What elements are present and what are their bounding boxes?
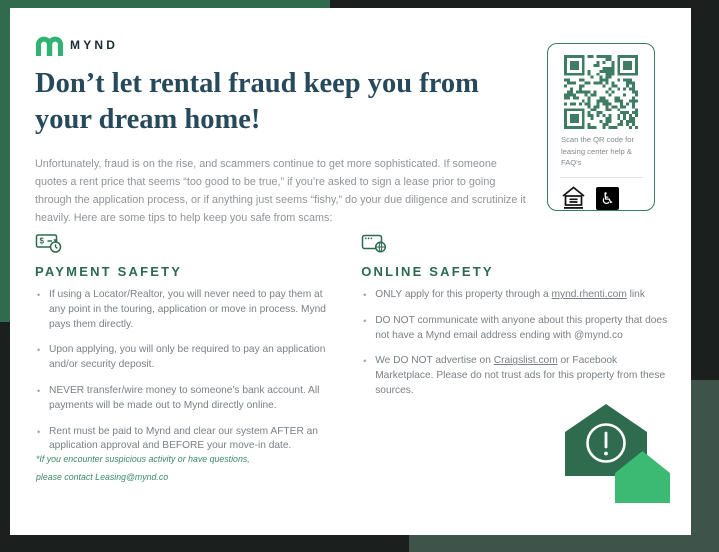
online-safety-title: ONLINE SAFETY [361,264,494,279]
bullet-text: link [626,289,645,300]
qr-code [564,55,638,129]
footnote-line1: *If you encounter suspicious activity or have questions, [36,454,250,464]
bullet-text: We DO NOT advertise on [375,355,494,367]
flyer-card [10,8,691,535]
accessibility-icon: ♿ [596,187,619,210]
payment-safety-section [35,232,335,465]
bullet-text: or Facebook Marketplace. Please do not trust ads for this property from these sources. [375,355,666,396]
payment-safety-title: PAYMENT SAFETY [35,264,183,279]
payment-bullet: • Rent must be paid to Mynd and clear our system AFTER an application approval and BEFORE your move-in date. [35,425,335,455]
online-bullet [361,288,671,303]
payment-safety-icon [35,232,65,256]
craigslist-link[interactable]: Craigslist.com [493,355,558,367]
footnote-line2: please contact Leasing@mynd.co [36,471,169,482]
qr-caption: Scan the QR code for leasing center help & FAQ's [561,135,635,167]
payment-bullet: • If using a Locator/Realtor, you will never need to pay them at any point in the touring, application or move in process. Mynd pays them directly. [35,288,335,332]
logo-wordmark: MYND [70,38,119,52]
rhenti-link[interactable]: mynd.rhenti.com [551,289,627,300]
online-bullet [361,354,671,398]
payment-bullet: • NEVER transfer/wire money to someone's bank account. All payments will be made out to Mynd directly online. [35,384,335,414]
intro-paragraph: Unfortunately, fraud is on the rise, and scammers continue to get more sophisticated. If someone quotes a rent price that seems “too good to be true,” if you’re asked to sign a lease prior to going through the application process, or if anything just seems “fishy,” do your due diligence and scrutinize it heavily. Here are some tips to help keep you safe from scams: [35,158,526,224]
payment-bullet: • Upon applying, you will only be required to pay an application and/or security deposit. [35,343,335,373]
online-safety-icon [361,232,391,256]
mynd-m-icon [36,34,63,56]
svg-text:$: $ [39,236,44,246]
bullet-text: ONLY apply for this property through a [375,289,552,300]
qr-panel [547,43,655,211]
contact-footnote [36,451,250,486]
page-title: Don’t let rental fraud keep you from your dream home! [35,68,479,135]
equal-housing-icon [560,184,587,210]
online-bullet [361,314,671,344]
mynd-logo [36,34,118,56]
online-safety-list [361,288,671,399]
alert-house-illustration [555,396,680,511]
bullet-text: DO NOT communicate with anyone about this property that does not have a Mynd email address ending with @mynd.co [375,314,668,341]
payment-safety-list [35,288,335,454]
qr-divider [560,177,643,178]
